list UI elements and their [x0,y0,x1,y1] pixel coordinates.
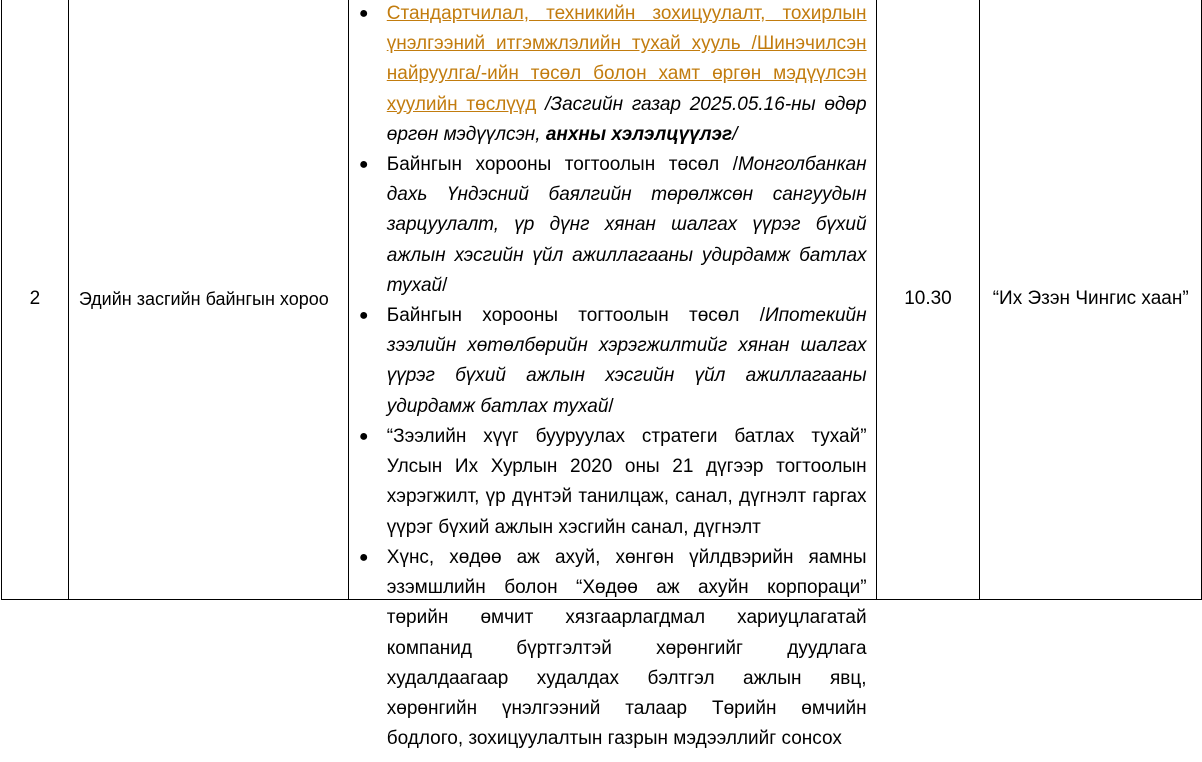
item-text: Байнгын хорооны тогтоолын төсөл / [386,154,738,175]
row-number: 2 [2,0,69,600]
item-end: / [732,123,738,145]
agenda-item [349,543,876,754]
agenda-items-cell [348,0,876,750]
agenda-item [349,422,876,543]
item-note: /Засгийн газар 2025.05.16-ны өдөр өргөн мэдүүлсэн, [386,93,867,145]
item-stage: анхны хэлэлцүүлэг [545,123,733,145]
item-note: Ипотекийн зээлийн хөтөлбөрийн хэрэгжилтийг хянан шалгах үүрэг бүхий ажлын хэсгийн үйл ажиллагааны удирдамж батлах тухай [386,305,867,417]
bullet-icon: ● [358,428,369,445]
agenda-item [349,150,876,301]
table-row [2,0,1202,600]
item-end: / [608,395,614,417]
bullet-icon: ● [358,307,369,324]
item-text: “Зээлийн хүүг бууруулах стратеги батлах тухай” Улсын Их Хурлын 2020 оны 21 дүгээр тогтоолын хэрэгжилт, үр дүнтэй танилцаж, санал, дүгнэлт гаргах үүрэг бүхий ажлын хэсгийн санал, дүгнэлт [386,426,867,538]
meeting-time: 10.30 [876,0,980,600]
bill-link[interactable]: Стандартчилал, техникийн зохицуулалт, тохирлын үнэлгээний итгэмжлэлийн тухай хууль /Шинэчилсэн найруулга/-ийн төсөл болон хамт өргөн мэдүүлсэн хуулийн төслүүд [386,3,867,115]
item-text: Байнгын хорооны тогтоолын төсөл / [386,305,765,326]
meeting-venue: “Их Эзэн Чингис хаан” [980,0,1202,600]
item-end: / [442,274,448,296]
bullet-icon: ● [358,156,369,173]
agenda-table [1,0,1202,750]
bullet-icon: ● [358,5,369,22]
item-text: Хүнс, хөдөө аж ахуй, хөнгөн үйлдвэрийн яамны эзэмшлийн болон “Хөдөө аж ахуйн корпораци” төрийн өмчит хязгаарлагдмал хариуцлагатай компанид бүртгэлтэй хөрөнгийг дуудлага худалдаагаар худалдах бэлтгэл ажлын явц, хөрөнгийн үнэлгээний талаар Төрийн өмчийн бодлого, зохицуулалтын газрын мэдээллийг сонсох [386,547,867,750]
bullet-icon: ● [358,549,369,566]
committee-name: Эдийн засгийн байнгын хороо [68,0,348,600]
agenda-item-list [349,0,876,754]
item-note: Монголбанкан дахь Үндэсний баялгийн төрөлжсөн сангуудын зарцуулалт, үр дүнг хянан шалгах үүрэг бүхий ажлын хэсгийн үйл ажиллагааны удирдамж батлах тухай [386,154,867,296]
agenda-item [349,301,876,422]
agenda-item [349,0,876,150]
